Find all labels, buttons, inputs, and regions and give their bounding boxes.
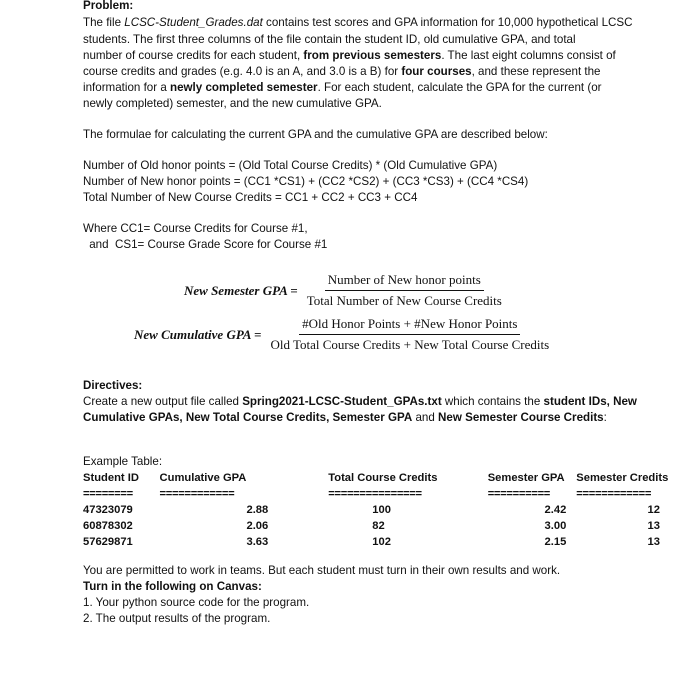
semester-gpa-lhs: New Semester GPA =: [184, 282, 298, 298]
semester-gpa-denominator: Total Number of New Course Credits: [306, 293, 502, 308]
example-table: [83, 470, 700, 550]
cumulative-gpa-equation: [134, 316, 552, 353]
data-filename: LCSC-Student_Grades.dat: [124, 16, 263, 29]
where-line-1: Where CC1= Course Credits for Course #1,: [83, 222, 308, 235]
turn-in-item-1: 1. Your python source code for the program.: [83, 596, 310, 609]
formula-new-course-credits: Total Number of New Course Credits = CC1 + CC2 + CC3 + CC4: [83, 191, 418, 204]
header-semester-gpa: Semester GPA: [487, 472, 565, 484]
cumulative-gpa-lhs: New Cumulative GPA =: [134, 326, 262, 342]
problem-line-3: number of course credits for each student, from previous semesters. The last eight columns consist of: [83, 49, 616, 62]
formula-old-honor-points: Number of Old honor points = (Old Total Course Credits) * (Old Cumulative GPA): [83, 159, 498, 172]
header-student-id: Student ID: [83, 472, 139, 484]
teams-note: You are permitted to work in teams. But each student must turn in their own results and work.: [83, 564, 561, 577]
header-semester-credits: Semester Credits: [576, 472, 669, 484]
directives-line-2: Cumulative GPAs, New Total Course Credits, Semester GPA and New Semester Course Credits:: [83, 411, 607, 424]
header-total-course-credits: Total Course Credits: [328, 472, 438, 484]
formulae-intro: The formulae for calculating the current GPA and the cumulative GPA are described below:: [83, 128, 548, 141]
table-separator-row: ======== ============ =============== ========== ============: [83, 488, 652, 500]
header-cumulative-gpa: Cumulative GPA: [159, 472, 247, 484]
table-row: 47323079 2.88 100 2.42 12: [83, 504, 660, 516]
output-filename: Spring2021-LCSC-Student_GPAs.txt: [242, 395, 442, 408]
directives-line-1: Create a new output file called Spring2021-LCSC-Student_GPAs.txt which contains the student IDs, New: [83, 395, 637, 408]
problem-line-2: students. The first three columns of the file contain the student ID, old cumulative GPA, and total: [83, 33, 576, 46]
problem-line-5: information for a newly completed semester. For each student, calculate the GPA for the current (or: [83, 81, 602, 94]
example-table-caption: Example Table:: [83, 455, 163, 468]
table-header-row: [83, 470, 700, 486]
problem-line-1: The file LCSC-Student_Grades.dat contains test scores and GPA information for 10,000 hypothetical LCSC: [83, 16, 633, 29]
problem-line-6: newly completed) semester, and the new cumulative GPA.: [83, 97, 382, 110]
where-line-2: and CS1= Course Grade Score for Course #1: [86, 238, 328, 251]
turn-in-item-2: 2. The output results of the program.: [83, 612, 271, 625]
table-row: 57629871 3.63 102 2.15 13: [83, 536, 660, 548]
semester-gpa-numerator: Number of New honor points: [325, 272, 484, 291]
turn-in-heading: Turn in the following on Canvas:: [83, 580, 262, 593]
cumulative-gpa-denominator: Old Total Course Credits + New Total Course Credits: [270, 337, 550, 352]
cumulative-gpa-numerator: #Old Honor Points + #New Honor Points: [299, 316, 520, 335]
semester-gpa-equation: [184, 272, 505, 309]
problem-heading: Problem:: [83, 0, 134, 12]
formula-new-honor-points: Number of New honor points = (CC1 *CS1) + (CC2 *CS2) + (CC3 *CS3) + (CC4 *CS4): [83, 175, 529, 188]
table-row: 60878302 2.06 82 3.00 13: [83, 520, 660, 532]
problem-line-4: course credits and grades (e.g. 4.0 is an A, and 3.0 is a B) for four courses, and these represent the: [83, 65, 601, 78]
directives-heading: Directives:: [83, 379, 143, 392]
